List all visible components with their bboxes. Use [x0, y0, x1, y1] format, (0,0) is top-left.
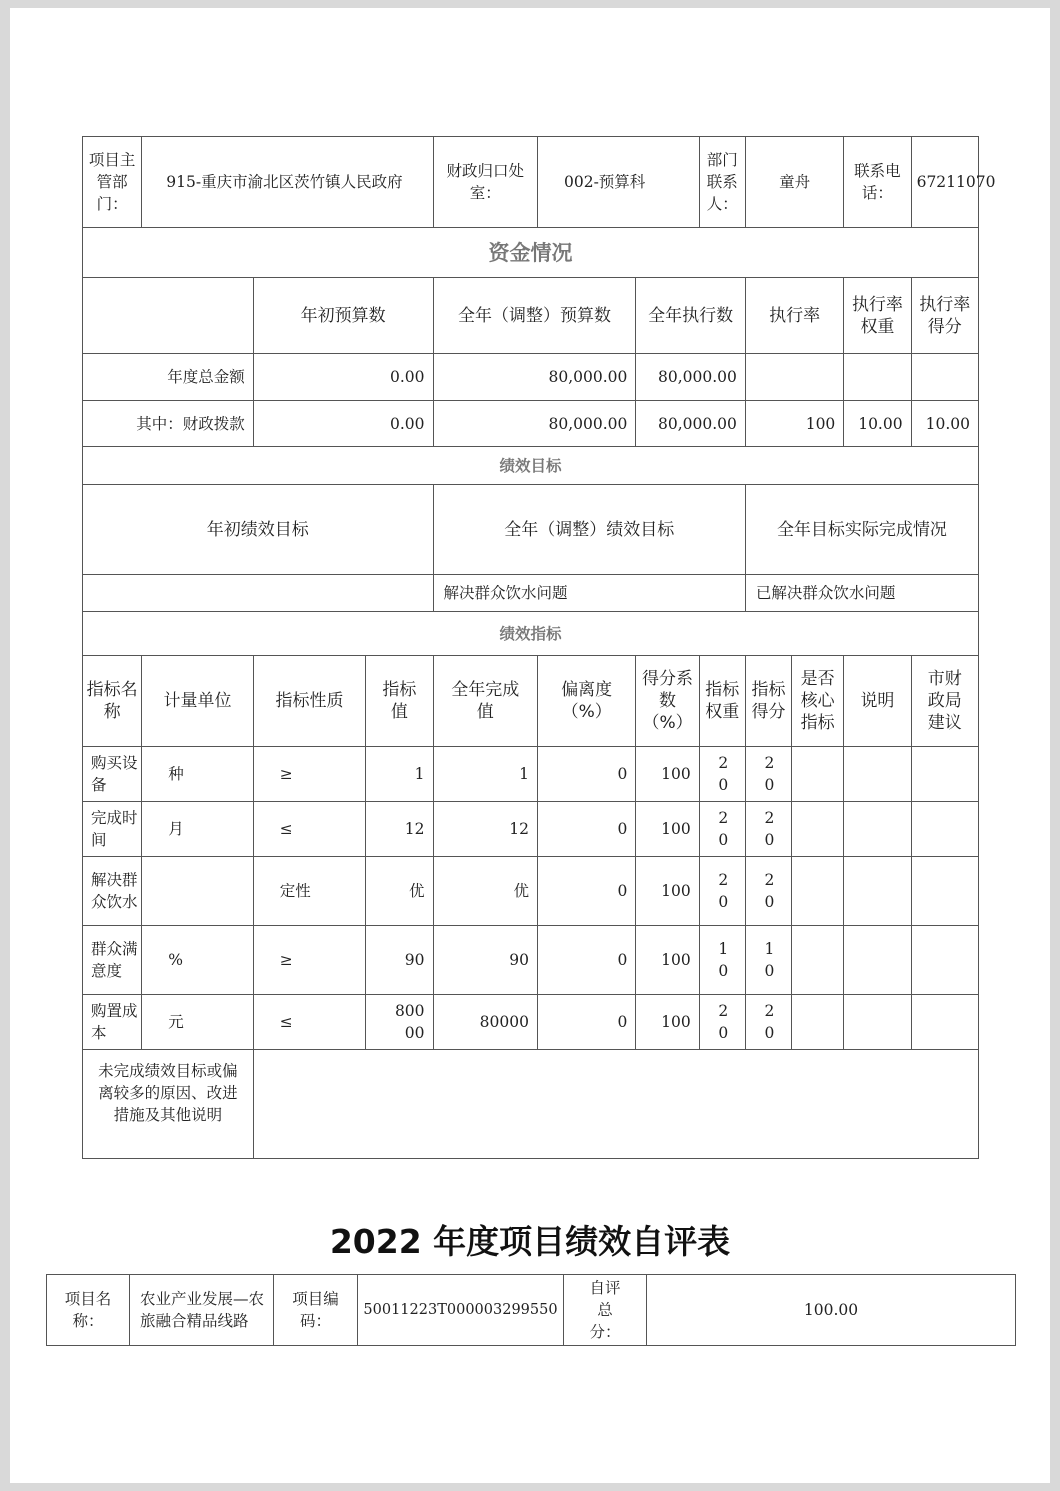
form2-name-value: 农业产业发展—农旅融合精品线路: [130, 1275, 274, 1346]
ind-col-deviation: 偏离度（%）: [537, 656, 635, 747]
ind-score: 20: [745, 747, 791, 802]
ind-score: 20: [745, 995, 791, 1050]
indicator-row: [83, 747, 979, 802]
reason-label: 未完成绩效目标或偏离较多的原因、改进措施及其他说明: [83, 1050, 254, 1159]
ind-unit: 月: [142, 802, 253, 857]
ind-deviation: 0: [537, 747, 635, 802]
ind-unit: 元: [142, 995, 253, 1050]
ind-target: 1: [366, 747, 433, 802]
goals-section-title: 绩效目标: [83, 447, 979, 485]
ind-core: [792, 857, 844, 926]
form2-code-label: 项目编码：: [274, 1275, 358, 1346]
ind-coef: 100: [636, 857, 699, 926]
phone-value: 67211070: [911, 137, 978, 228]
dept-label: 项目主管部门：: [83, 137, 142, 228]
ind-target: 12: [366, 802, 433, 857]
ind-actual: 90: [433, 926, 537, 995]
evaluation-table: [82, 136, 996, 1159]
ind-actual: 优: [433, 857, 537, 926]
ind-col-weight: 指标权重: [699, 656, 745, 747]
ind-advice: [911, 747, 978, 802]
ind-name: 解决群众饮水: [83, 857, 142, 926]
ind-unit: %: [142, 926, 253, 995]
ind-name: 群众满意度: [83, 926, 142, 995]
ind-coef: 100: [636, 926, 699, 995]
ind-score: 20: [745, 802, 791, 857]
contact-label: 部门联系人：: [699, 137, 745, 228]
form2-code-value: 50011223T000003299550: [358, 1275, 564, 1346]
funds-section-title: 资金情况: [83, 228, 979, 278]
indicators-section-title: 绩效指标: [83, 612, 979, 656]
ind-coef: 100: [636, 747, 699, 802]
ind-core: [792, 747, 844, 802]
ind-name: 购买设备: [83, 747, 142, 802]
ind-advice: [911, 857, 978, 926]
goals-initial-value: [83, 575, 434, 612]
header-row: [83, 137, 979, 228]
dept-value: 915-重庆市渝北区茨竹镇人民政府: [142, 137, 433, 228]
funds-row-score: 10.00: [911, 401, 978, 447]
ind-nature: 定性: [253, 857, 365, 926]
ind-nature: ≤: [253, 802, 365, 857]
indicator-row: [83, 857, 979, 926]
ind-nature: ≥: [253, 747, 365, 802]
ind-col-actual: 全年完成值: [433, 656, 537, 747]
ind-col-coef: 得分系数（%）: [636, 656, 699, 747]
ind-coef: 100: [636, 802, 699, 857]
ind-col-nature: 指标性质: [253, 656, 365, 747]
funds-row-initial: 0.00: [253, 354, 433, 401]
ind-note: [844, 857, 911, 926]
fin-label-text: 财政归口处室：: [446, 162, 525, 202]
contact-value: 童舟: [745, 137, 843, 228]
funds-row-label: 其中：财政拨款: [83, 401, 254, 447]
phone-label: 联系电话：: [844, 137, 911, 228]
funds-col-score: 执行率得分: [911, 278, 978, 354]
ind-note: [844, 926, 911, 995]
ind-advice: [911, 926, 978, 995]
reason-row: [83, 1050, 979, 1159]
funds-row: [83, 401, 979, 447]
funds-row-score: [911, 354, 978, 401]
ind-target: 优: [366, 857, 433, 926]
ind-note: [844, 802, 911, 857]
ind-note: [844, 995, 911, 1050]
form2-title: 2022 年度项目绩效自评表: [329, 1222, 731, 1261]
ind-deviation: 0: [537, 995, 635, 1050]
indicator-row: [83, 802, 979, 857]
ind-weight: 20: [699, 995, 745, 1050]
ind-core: [792, 926, 844, 995]
ind-weight: 20: [699, 747, 745, 802]
ind-unit: [142, 857, 253, 926]
ind-col-advice: 市财政局建议: [911, 656, 978, 747]
funds-col-executed: 全年执行数: [636, 278, 745, 354]
ind-col-score: 指标得分: [745, 656, 791, 747]
funds-col-rate: 执行率: [745, 278, 843, 354]
reason-value: [253, 1050, 978, 1159]
form2-table: [46, 1274, 1016, 1346]
funds-col-adjusted: 全年（调整）预算数: [433, 278, 636, 354]
funds-col-initial: 年初预算数: [253, 278, 433, 354]
ind-col-note: 说明: [844, 656, 911, 747]
form2-score-value: 100.00: [647, 1275, 1016, 1346]
ind-nature: ≤: [253, 995, 365, 1050]
ind-actual: 80000: [433, 995, 537, 1050]
goals-col-adjusted: 全年（调整）绩效目标: [433, 485, 745, 575]
ind-actual: 1: [433, 747, 537, 802]
ind-core: [792, 802, 844, 857]
funds-row-rate: 100: [745, 401, 843, 447]
ind-score: 10: [745, 926, 791, 995]
indicators-header-row: [83, 656, 979, 747]
ind-score: 20: [745, 857, 791, 926]
fin-label: [433, 137, 537, 228]
ind-col-name: 指标名称: [83, 656, 142, 747]
ind-target: 80000: [366, 995, 433, 1050]
ind-col-target: 指标值: [366, 656, 433, 747]
ind-weight: 20: [699, 802, 745, 857]
funds-row-rate: [745, 354, 843, 401]
fin-value: 002-预算科: [537, 137, 699, 228]
ind-unit: 种: [142, 747, 253, 802]
indicator-row: [83, 926, 979, 995]
funds-row-executed: 80,000.00: [636, 354, 745, 401]
funds-header-blank: [83, 278, 254, 354]
ind-actual: 12: [433, 802, 537, 857]
goals-row: [83, 575, 979, 612]
ind-deviation: 0: [537, 802, 635, 857]
form2-row: [47, 1275, 1016, 1346]
ind-deviation: 0: [537, 857, 635, 926]
funds-row-label: 年度总金额: [83, 354, 254, 401]
ind-deviation: 0: [537, 926, 635, 995]
funds-col-weight: 执行率权重: [844, 278, 911, 354]
ind-note: [844, 747, 911, 802]
funds-row-adjusted: 80,000.00: [433, 401, 636, 447]
goals-col-actual: 全年目标实际完成情况: [745, 485, 978, 575]
funds-row-weight: 10.00: [844, 401, 911, 447]
goals-actual-value: 已解决群众饮水问题: [745, 575, 978, 612]
funds-row-executed: 80,000.00: [636, 401, 745, 447]
funds-row-initial: 0.00: [253, 401, 433, 447]
goals-adjusted-value: 解决群众饮水问题: [433, 575, 745, 612]
ind-col-unit: 计量单位: [142, 656, 253, 747]
ind-name: 购置成本: [83, 995, 142, 1050]
ind-name: 完成时间: [83, 802, 142, 857]
funds-row-weight: [844, 354, 911, 401]
goals-col-initial: 年初绩效目标: [83, 485, 434, 575]
ind-target: 90: [366, 926, 433, 995]
funds-header-row: [83, 278, 979, 354]
funds-row-adjusted: 80,000.00: [433, 354, 636, 401]
form2-score-label: 自评总分：: [564, 1275, 647, 1346]
ind-col-core: 是否核心指标: [792, 656, 844, 747]
indicator-row: [83, 995, 979, 1050]
ind-advice: [911, 802, 978, 857]
ind-coef: 100: [636, 995, 699, 1050]
ind-advice: [911, 995, 978, 1050]
goals-header-row: [83, 485, 979, 575]
ind-weight: 10: [699, 926, 745, 995]
ind-weight: 20: [699, 857, 745, 926]
form2-name-label: 项目名称：: [47, 1275, 130, 1346]
ind-nature: ≥: [253, 926, 365, 995]
funds-row: [83, 354, 979, 401]
ind-core: [792, 995, 844, 1050]
